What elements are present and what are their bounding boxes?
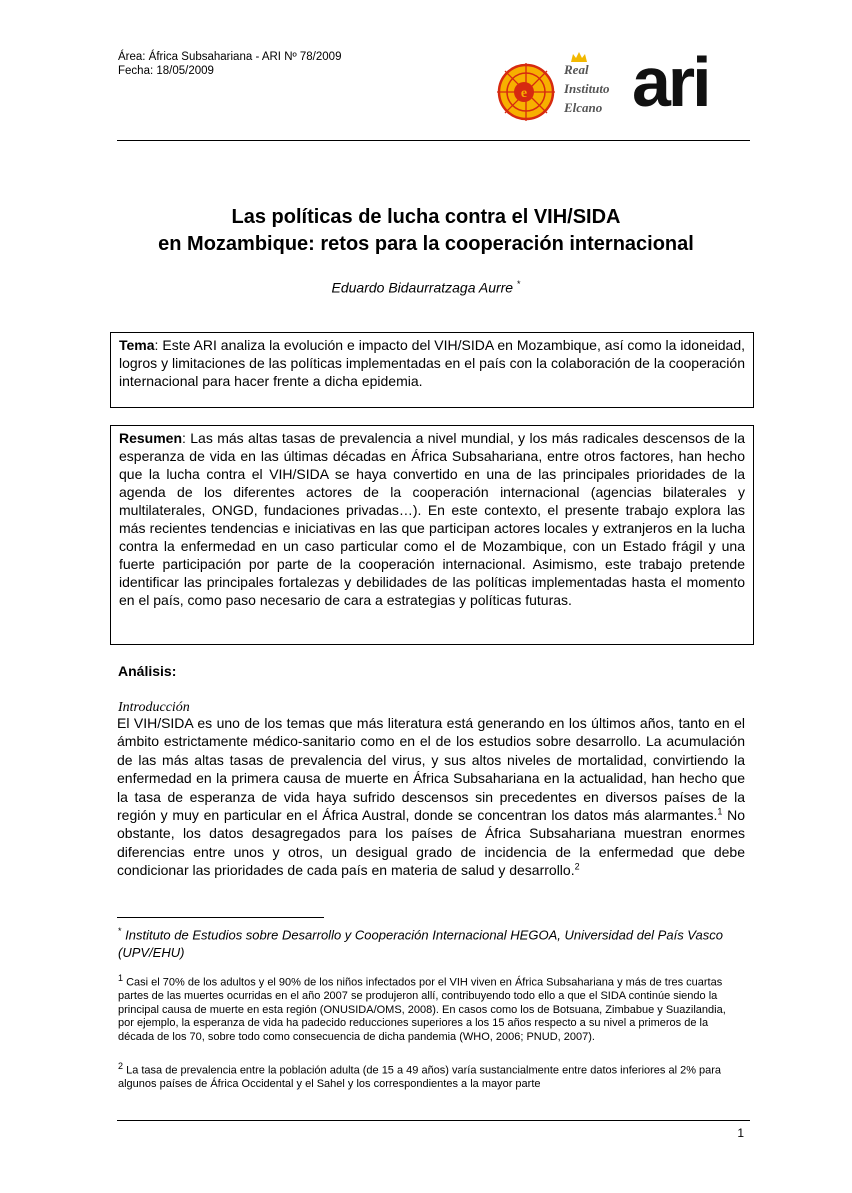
paragraph-text-1: El VIH/SIDA es uno de los temas que más literatura está generando en los últimos años, tanto en el ámbito estrictamente médico-sanitario como en el de los estudios sobre desarrollo. La acumulación de las más altas tasas de prevalencia del virus, y sus altos niveles de mortalidad, convirtiendo la enfermedad en la primera causa de muerte en África Subsahariana en la actualidad, han hecho que la tasa de esperanza de vida haya sufrido descensos sin precedentes en diversos países de la región y muy en particular en el África Austral, donde se concentran los datos más alarmantes. <box>117 715 745 824</box>
footnote-star <box>118 922 746 962</box>
resumen-box <box>110 425 754 645</box>
footnote-1-text: Casi el 70% de los adultos y el 90% de los niños infectados por el VIH viven en África Subsahariana y más de tres cuartas partes de las muertes ocurridas en el año 2007 se produjeron allí, contribuyendo todo ello a que el SIDA continúe siendo la principal causa de muerte en esta región (ONUSIDA/OMS, 2008). En casos como los de Botsuana, Zimbabue y Suazilandia, por ejemplo, la esperanza de vida ha padecido reducciones superiores a los 15 años respecto a su nivel a primeros de la década de los 70, sobre todo como consecuencia de dicha pandemia (WHO, 2006; PNUD, 2007). <box>118 976 726 1044</box>
title-line-1: Las políticas de lucha contra el VIH/SIDA <box>231 206 621 228</box>
ari-logotype: ari <box>632 43 709 121</box>
elcano-logo <box>490 43 750 125</box>
page-number: 1 <box>737 1126 744 1140</box>
footnote-rule <box>117 917 324 918</box>
footnote-ref-1[interactable]: 1 <box>717 806 723 817</box>
analisis-heading: Análisis: <box>118 663 177 679</box>
footnote-1 <box>118 972 744 1045</box>
date-line: Fecha: 18/05/2009 <box>118 65 214 77</box>
footer-rule <box>117 1120 750 1121</box>
resumen-label: Resumen <box>119 430 183 446</box>
introduccion-subheading: Introducción <box>118 700 190 715</box>
footnote-2-text: La tasa de prevalencia entre la población adulta (de 15 a 49 años) varía sustancialmente entre datos inferiores al 2% para algunos países de África Occidental y el Sahel y los correspondientes a la mayor parte <box>118 1064 722 1091</box>
document-meta <box>118 50 341 78</box>
tema-box <box>110 332 754 408</box>
footnote-1-mark: 1 <box>118 973 124 983</box>
area-line: Área: África Subsahariana - ARI Nº 78/2009 <box>118 51 342 63</box>
author-name: Eduardo Bidaurratzaga Aurre <box>331 279 514 296</box>
paragraph-text-2: No obstante, los datos desagregados para los países de África Subsahariana muestran enormes diferencias entre unos y otros, un desigual grado de incidencia de la enfermedad que debe condicionar las prioridades de cada país en materia de salud y desarrollo. <box>117 807 745 879</box>
footnote-ref-2[interactable]: 2 <box>574 861 580 872</box>
logo-org-name: Real Instituto Elcano <box>564 62 610 115</box>
footnote-star-text: Instituto de Estudios sobre Desarrollo y Cooperación Internacional HEGOA, Universidad del País Vasco (UPV/EHU) <box>118 927 723 961</box>
author-footnote-mark[interactable]: * <box>516 279 521 289</box>
header-rule <box>117 140 750 141</box>
introduccion-paragraph <box>117 714 745 880</box>
resumen-text: : Las más altas tasas de prevalencia a nivel mundial, y los más radicales descensos de la esperanza de vida en las últimas décadas en África Subsahariana, entre otros factores, han hecho que la lucha contra el VIH/SIDA se haya convertido en una de las principales prioridades de la agenda de los diferentes actores de la cooperación internacional (agencias bilaterales y multilaterales, ONGD, fundaciones privadas…). En este contexto, el presente trabajo explora las más recientes tendencias e iniciativas en las que participan actores locales y extranjeros en la lucha contra la enfermedad en un caso particular como el de Mozambique, con un Estado frágil y una fuerte participación por parte de la cooperación internacional. Asimismo, este trabajo pretende identificar las principales fortalezas y debilidades de las políticas implementadas hasta el momento en el país, como paso necesario de cara a estrategias y políticas futuras. <box>119 430 745 608</box>
tema-text: : Este ARI analiza la evolución e impacto del VIH/SIDA en Mozambique, así como la idoneidad, logros y limitaciones de las políticas implementadas en el país con la colaboración de la cooperación internacional para hacer frente a dicha epidemia. <box>119 337 745 389</box>
author-line <box>60 279 792 296</box>
footnote-star-mark: * <box>118 926 122 936</box>
footnote-2 <box>118 1060 744 1092</box>
document-title <box>60 204 792 258</box>
title-line-2: en Mozambique: retos para la cooperación internacional <box>158 233 694 255</box>
elcano-emblem-icon <box>490 54 562 126</box>
footnote-2-mark: 2 <box>118 1061 124 1071</box>
svg-text:e: e <box>520 86 528 101</box>
tema-label: Tema <box>119 337 155 353</box>
